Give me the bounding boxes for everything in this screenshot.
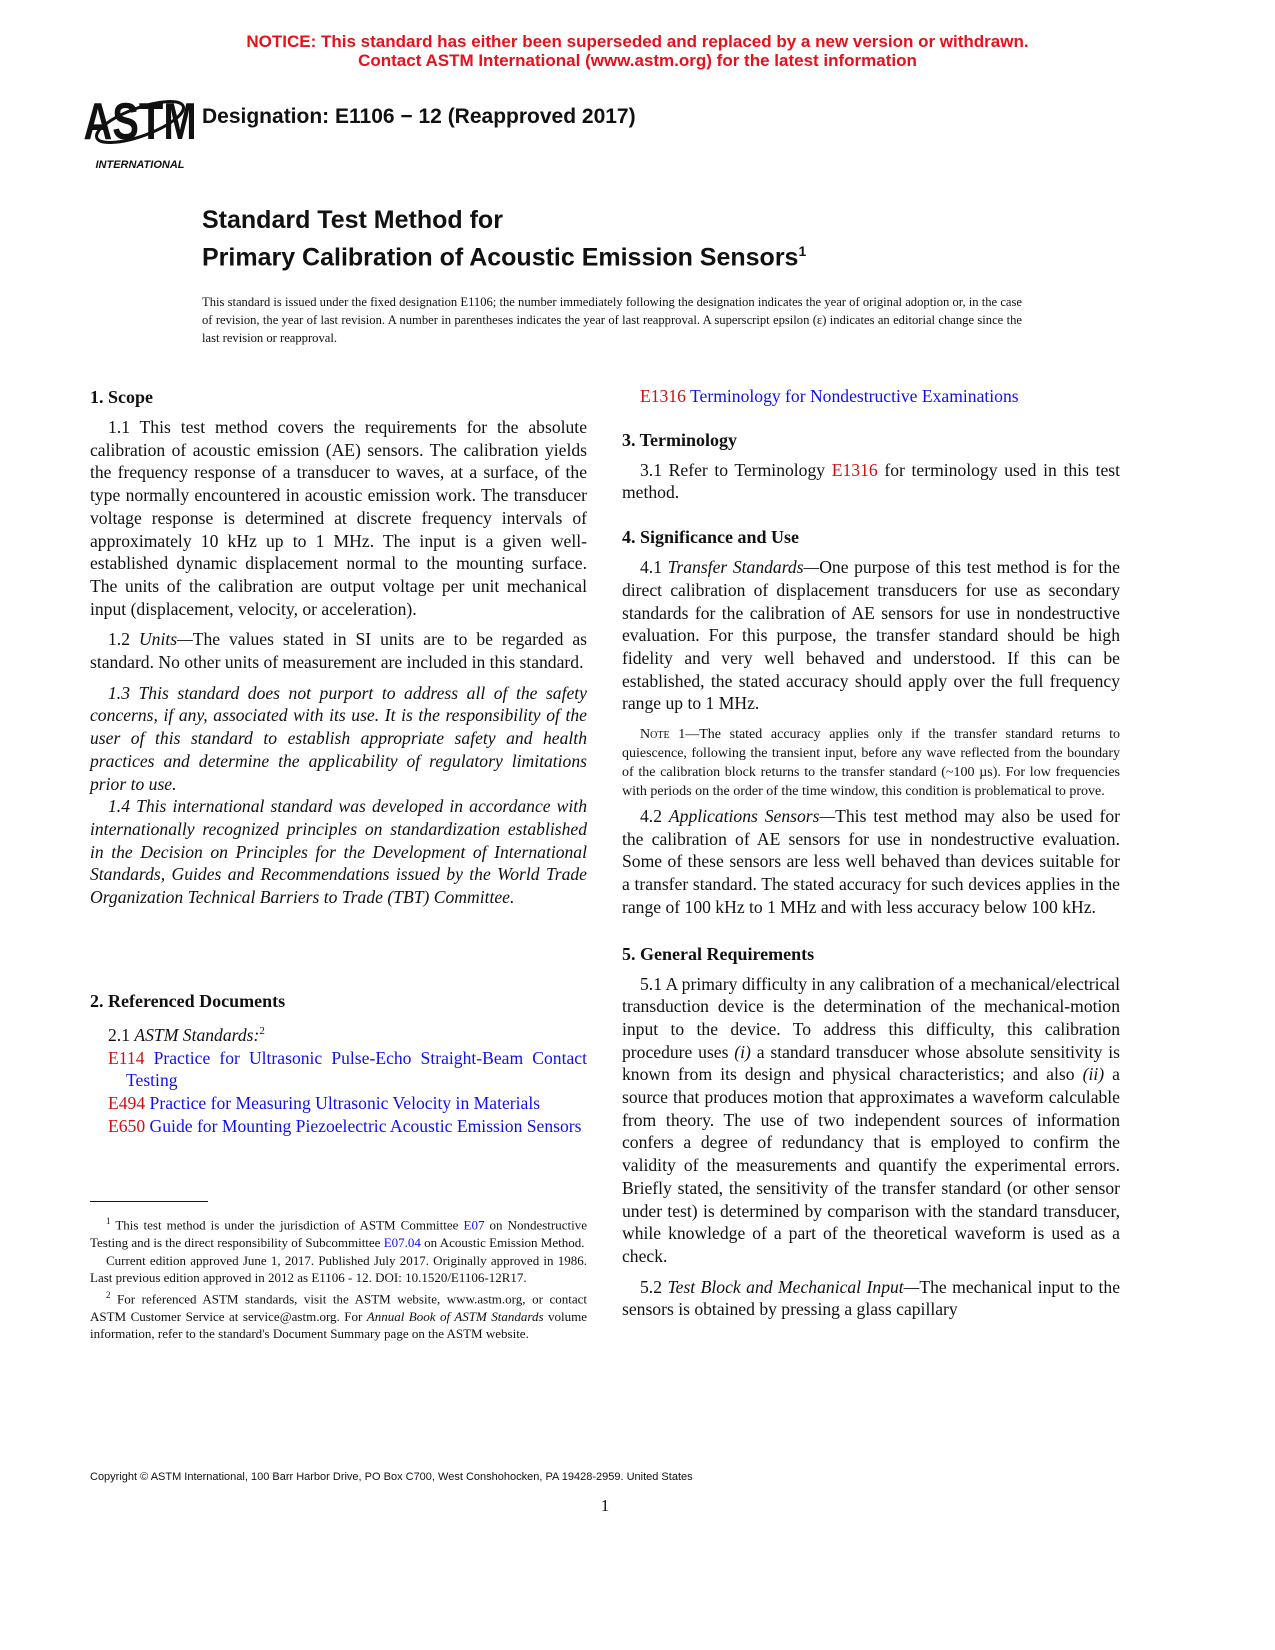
footnote-text: on Nondestructive Testing and is the direct responsibility of Subcommittee	[90, 1217, 588, 1250]
title-line-1: Standard Test Method for	[202, 206, 503, 234]
para-4-2	[622, 805, 1120, 919]
notice-line-1: NOTICE: This standard has either been superseded and replaced by a new version or withdrawn.	[246, 32, 1029, 51]
ref-title[interactable]: Practice for Measuring Ultrasonic Velocity in Materials	[149, 1092, 541, 1113]
para-text: a source that produces motion that approximates a waveform calculable from theory. The use of two independent sources of information confers a degree of redundancy that is employed to confirm the validity of the measurements and quantify the experimental errors. Briefly stated, the sensitivity of the transfer standard (or other sensor under test) is determined by comparison with the standard transducer, while knowledge of a part of the theoretical waveform is used as a check.	[622, 1064, 1120, 1266]
para-title: Transfer Standards—	[667, 557, 820, 578]
para-italic: (i)	[734, 1041, 751, 1062]
ref-code[interactable]: E1316	[640, 386, 686, 406]
heading-scope: 1. Scope	[90, 387, 153, 407]
para-1-4: 1.4 This international standard was developed in accordance with internationally recognized principles on standardization established in the Decision on Principles for the Development of International Standards, Guides and Recommendations issued by the World Trade Organization Technical Barriers to Trade (TBT) Committee.	[90, 796, 587, 908]
footnote-text: volume information, refer to the standard's Document Summary page on the ASTM website.	[90, 1308, 588, 1342]
para-text: The mechanical input to the sensors is obtained by pressing a glass capillary	[622, 1276, 1120, 1320]
section-scope	[90, 386, 587, 909]
para-num: 5.2	[640, 1276, 668, 1297]
note-label: Note 1	[640, 727, 686, 743]
ref-e114[interactable]	[90, 1047, 587, 1092]
para-num: 2.1	[108, 1024, 135, 1045]
para-num: 4.1	[640, 557, 668, 578]
footnote-2	[90, 1287, 587, 1343]
para-1-3: 1.3 This standard does not purport to address all of the safety concerns, if any, associated with its use. It is the responsibility of the user of this standard to establish appropriate safety and health practices and determine the applicability of regulatory limitations prior to use.	[90, 682, 587, 794]
supersession-notice	[0, 32, 1275, 70]
para-5-2	[622, 1276, 1120, 1321]
para-num: 4.2	[640, 806, 669, 827]
footnote-1	[90, 1213, 587, 1252]
para-italic: (ii)	[1082, 1064, 1105, 1085]
copyright: Copyright © ASTM International, 100 Barr Harbor Drive, PO Box C700, West Conshohocken, PA 19428-2959. United States	[90, 1471, 693, 1483]
notice-line-2: Contact ASTM International (www.astm.org) for the latest information	[358, 51, 917, 70]
ref-e494[interactable]	[90, 1092, 587, 1115]
note-1	[622, 725, 1120, 801]
ref-e650[interactable]	[90, 1115, 587, 1138]
footnote-text: For referenced ASTM standards, visit the ASTM website, www.astm.org, or contact ASTM Customer Service at service@astm.org. For	[90, 1291, 587, 1324]
document-title	[202, 205, 806, 273]
para-title: Units—	[138, 629, 193, 650]
footnote-mark: 2	[106, 1289, 111, 1300]
ref-title[interactable]: Practice for Ultrasonic Pulse-Echo Straight-Beam Contact Testing	[126, 1047, 587, 1091]
heading-referenced-documents: 2. Referenced Documents	[90, 991, 286, 1011]
para-text: a standard transducer whose absolute sensitivity is known from its design and physical characteristics; and also	[622, 1041, 1120, 1085]
ref-e1316[interactable]	[622, 385, 1120, 408]
astm-logo	[83, 82, 197, 174]
heading-significance: 4. Significance and Use	[622, 527, 800, 548]
para-text: This test method may also be used for the calibration of AE sensors for use in nondestructive evaluation. Some of these sensors are less well behaved than devices suitable for a transfer standard. The stated accuracy for such devices applies in the range of 100 kHz to 1 MHz and with less accuracy below 100 kHz.	[622, 806, 1120, 917]
para-1-2	[90, 628, 587, 673]
ref-code[interactable]: E650	[108, 1115, 146, 1136]
committee-link[interactable]: E07	[463, 1217, 485, 1233]
subcommittee-link[interactable]: E07.04	[383, 1234, 421, 1250]
para-text: 5.1 A primary difficulty in any calibration of a mechanical/electrical transduction device is the determination of the mechanical-motion input to the device. To address this difficulty, this calibration procedure uses	[622, 973, 1120, 1062]
footnote-edition: Current edition approved June 1, 2017. Published July 2017. Originally approved in 1986. Last previous edition approved in 2012 as E1106 - 12. DOI: 10.1520/E1106-12R17.	[90, 1252, 587, 1286]
note-text: —The stated accuracy applies only if the transfer standard returns to quiescence, following the transient input, before any wave reflected from the boundary of the calibration block returns to the transfer standard (~100 µs). For low frequencies with periods on the order of the time window, this condition is problematical to prove.	[622, 727, 1120, 800]
para-2-1	[90, 1020, 587, 1047]
para-title: Applications Sensors—	[668, 806, 836, 827]
ref-code[interactable]: E114	[108, 1047, 145, 1068]
ref-title[interactable]: Guide for Mounting Piezoelectric Acoustic Emission Sensors	[149, 1115, 582, 1136]
ref-title[interactable]: Terminology for Nondestructive Examinations	[690, 386, 1019, 406]
footnote-mark: 1	[106, 1216, 111, 1226]
svg-text:INTERNATIONAL: INTERNATIONAL	[95, 159, 185, 171]
para-title: Test Block and Mechanical Input—	[667, 1276, 920, 1297]
para-num: 1.2	[108, 629, 139, 650]
title-line-2: Primary Calibration of Acoustic Emission Sensors	[202, 243, 799, 272]
para-4-1	[622, 556, 1120, 715]
heading-terminology: 3. Terminology	[622, 429, 738, 450]
para-text: 3.1 Refer to Terminology	[640, 459, 832, 480]
designation: Designation: E1106 − 12 (Reapproved 2017)	[202, 105, 636, 128]
para-text: One purpose of this test method is for the direct calibration of displacement transducers for use as secondary standards for the calibration of AE sensors for use in nondestructive evaluation. For this purpose, the transfer standard should be high fidelity and very well behaved and understood. If this can be established, the stated accuracy should apply over the full frequency range up to 1 MHz.	[622, 557, 1120, 714]
right-column	[622, 385, 1120, 1321]
svg-text:ASTM: ASTM	[83, 92, 197, 151]
e1316-link[interactable]: E1316	[831, 459, 878, 480]
para-text: for terminology used in this test method.	[622, 459, 1121, 503]
issuance-note: This standard is issued under the fixed designation E1106; the number immediately following the designation indicates the year of original adoption or, in the case of revision, the year of last revision. A number in parentheses indicates the year of last reapproval. A superscript epsilon (ε) indicates an editorial change since the last revision or reapproval.	[202, 295, 1022, 345]
page-number: 1	[600, 1496, 610, 1515]
footnotes	[90, 1213, 587, 1343]
heading-general-requirements: 5. General Requirements	[622, 943, 815, 964]
para-5-1	[622, 973, 1120, 1268]
footnote-italic: Annual Book of ASTM Standards	[366, 1308, 544, 1324]
para-text: The values stated in SI units are to be regarded as standard. No other units of measurement are included in this standard.	[90, 629, 587, 673]
footnote-text: on Acoustic Emission Method.	[420, 1234, 585, 1250]
para-title: ASTM Standards:	[134, 1024, 260, 1045]
footnote-divider	[90, 1201, 208, 1202]
footnote-ref[interactable]: 1	[798, 243, 807, 259]
para-1-1: 1.1 This test method covers the requirements for the absolute calibration of acoustic emission (AE) sensors. The calibration yields the frequency response of a transducer to waves, at a surface, of the type normally encountered in acoustic emission work. The transducer voltage response is determined at discrete frequency intervals of approximately 10 kHz up to 1 MHz. The input is a given well-established dynamic displacement normal to the mounting surface. The units of the calibration are output voltage per unit mechanical input (displacement, velocity, or acceleration).	[90, 417, 587, 619]
footnote-ref[interactable]: 2	[259, 1025, 265, 1037]
para-3-1	[622, 459, 1120, 504]
section-referenced-documents	[90, 990, 587, 1137]
ref-code[interactable]: E494	[108, 1092, 146, 1113]
footnote-text: This test method is under the jurisdiction of ASTM Committee	[110, 1217, 464, 1233]
